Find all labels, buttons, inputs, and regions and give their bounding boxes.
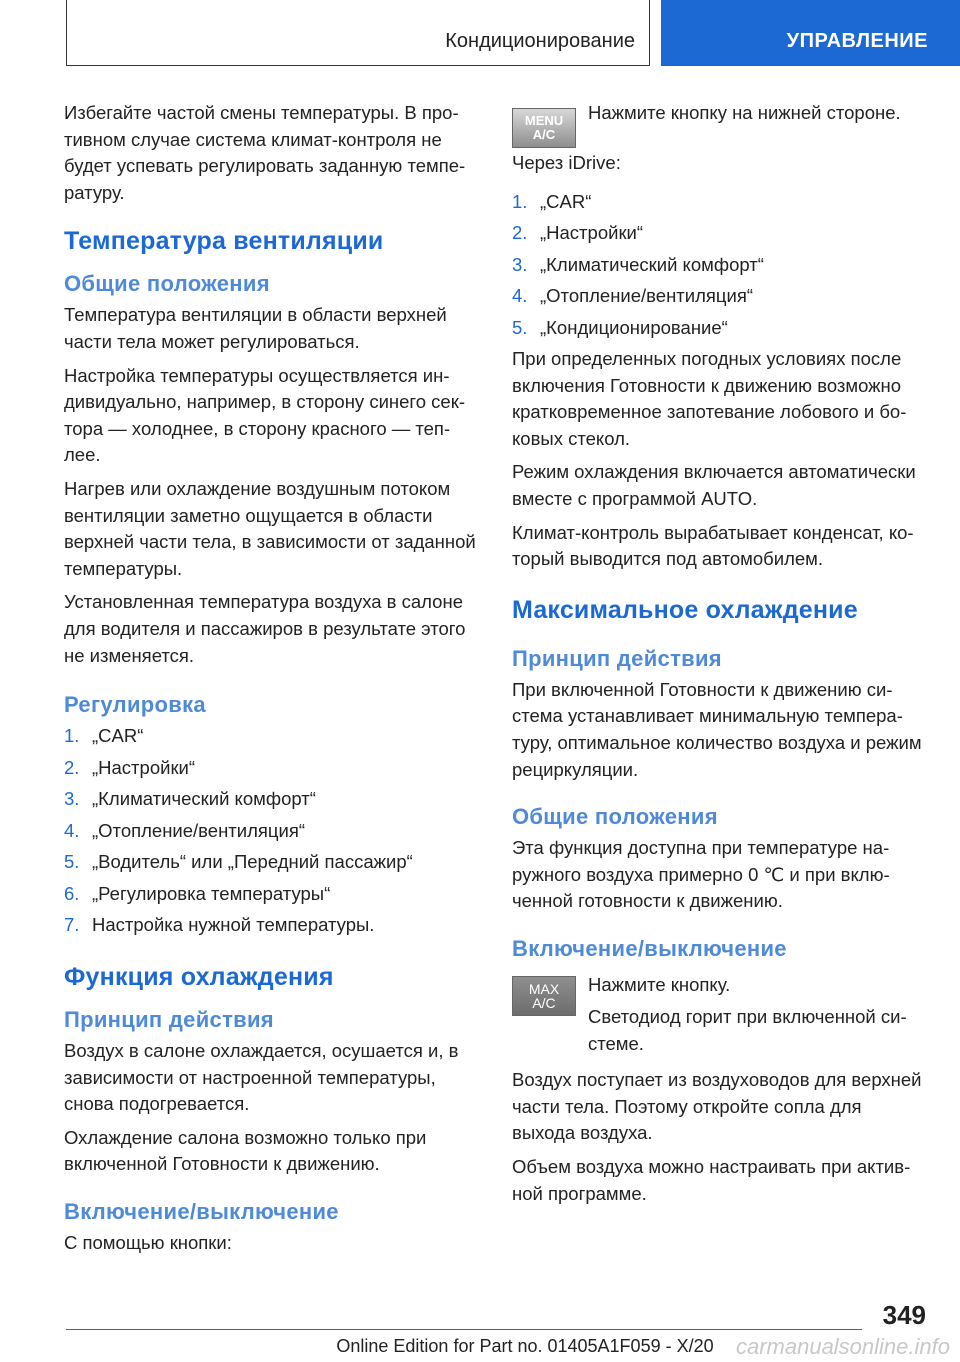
list-item xyxy=(512,252,928,278)
condensate-paragraph: Климат-контроль вырабатывает конденсат, который выводится под автомобилем. xyxy=(512,521,914,570)
list-item xyxy=(64,818,480,844)
menu-ac-label-top: MENU xyxy=(524,113,564,128)
chapter-title: УПРАВЛЕНИЕ xyxy=(786,30,928,52)
list-item xyxy=(64,755,480,781)
cooling-paragraph-2: Охлаждение салона возможно только при включенной Готовности к движению. xyxy=(64,1126,427,1175)
step-number: 1. xyxy=(512,190,528,212)
heading-vent-temperature: Температура вентиляции xyxy=(64,227,384,256)
step-number: 4. xyxy=(64,819,80,841)
list-item xyxy=(512,220,928,246)
max-ac-label-bottom: A/C xyxy=(532,995,556,1011)
menu-ac-button-icon xyxy=(512,108,576,148)
heading-max-cooling: Максимальное охлаждение xyxy=(512,595,858,624)
right-column xyxy=(512,100,928,1214)
list-item xyxy=(64,912,480,938)
step-number: 3. xyxy=(64,788,80,810)
max-paragraph-1: При включенной Готовности к движению система устанавливает минимальную температуру, оптимальное количество воздуха и режим рециркуляции. xyxy=(512,678,922,780)
step-number: 5. xyxy=(64,851,80,873)
vent-paragraph-2: Настройка температуры осуществляется индивидуально, например, в сторону синего сектора — холоднее, в сторону красного — теплее. xyxy=(64,364,465,466)
intro-paragraph: Избегайте частой смены температуры. В противном случае система климат-контроля не будет успевать регулировать заданную температуру. xyxy=(64,102,466,203)
subheading-principle: Принцип действия xyxy=(512,645,722,671)
heading-cooling: Функция охлаждения xyxy=(64,963,334,992)
subheading-adjust: Регулировка xyxy=(64,692,206,718)
step-number: 6. xyxy=(64,882,80,904)
subheading-principle: Принцип действия xyxy=(64,1007,274,1033)
step-text: „Климатический комфорт“ xyxy=(92,788,316,810)
watermark: carmanualsonline.info xyxy=(735,1334,950,1359)
weather-paragraph: При определенных погодных условиях после включения Готовности к движению возможно кратковременное запотевание лобового и боковых стекол. xyxy=(512,348,907,449)
subheading-on-off: Включение/выключение xyxy=(64,1199,339,1225)
led-on-label: Светодиод горит при включенной системе. xyxy=(588,1006,907,1054)
auto-paragraph: Режим охлаждения включается автоматически вместе с программой AUTO. xyxy=(512,461,916,510)
left-column xyxy=(64,100,480,1264)
step-number: 4. xyxy=(512,285,528,307)
press-button-text: Нажмите кнопку. xyxy=(588,974,731,995)
step-text: „CAR“ xyxy=(540,190,592,212)
volume-paragraph: Объем воздуха можно настраивать при активной программе. xyxy=(512,1155,911,1204)
step-text: „Настройки“ xyxy=(540,222,644,244)
max-ac-label-top: MAX xyxy=(528,981,560,997)
step-text: „Регулировка температуры“ xyxy=(92,882,331,904)
list-item xyxy=(64,723,480,749)
list-item xyxy=(512,283,928,309)
cooling-paragraph-1: Воздух в салоне охлаждается, осушается и, в зависимости от настроенной температуры, снова подогревается. xyxy=(64,1040,459,1115)
vent-paragraph-1: Температура вентиляции в области верхней части тела может регулироваться. xyxy=(64,304,447,352)
page-number: 349 xyxy=(882,1300,926,1330)
edition-text: Online Edition for Part no. 01405A1F059 - X/20 xyxy=(336,1336,714,1356)
subheading-general: Общие положения xyxy=(512,804,718,830)
section-title: Кондиционирование xyxy=(445,30,635,52)
step-number: 3. xyxy=(512,253,528,275)
menu-ac-row xyxy=(512,100,928,150)
chapter-band xyxy=(661,0,960,66)
step-number: 1. xyxy=(64,725,80,747)
step-text: „Кондиционирование“ xyxy=(540,316,728,338)
step-text: „Климатический комфорт“ xyxy=(540,253,764,275)
footer-divider xyxy=(66,1329,862,1330)
step-number: 2. xyxy=(64,756,80,778)
step-text: Настройка нужной температуры. xyxy=(92,914,375,936)
step-text: „Водитель“ или „Передний пассажир“ xyxy=(92,851,413,873)
step-text: „Настройки“ xyxy=(92,756,196,778)
list-item xyxy=(64,849,480,875)
step-text: „Отопление/вентиляция“ xyxy=(92,819,306,841)
max-paragraph-2: Эта функция доступна при температуре наружного воздуха примерно 0 ℃ и при включенной готовности к движению. xyxy=(512,837,890,912)
max-ac-row xyxy=(512,972,928,1034)
vent-paragraph-4: Установленная температура воздуха в салоне для водителя и пассажиров в результате этого не изменяется. xyxy=(64,591,466,666)
header-section-tab xyxy=(66,0,650,66)
vent-paragraph-3: Нагрев или охлаждение воздушным потоком вентиляции заметно ощущается в области верхней части тела, в зависимости от заданной температуры. xyxy=(64,477,476,579)
step-number: 7. xyxy=(64,914,80,936)
step-number: 5. xyxy=(512,316,528,338)
idrive-steps-list xyxy=(512,189,928,341)
list-item xyxy=(64,786,480,812)
list-item xyxy=(512,315,928,341)
subheading-on-off: Включение/выключение xyxy=(512,936,787,961)
max-ac-button-icon xyxy=(512,976,576,1016)
subheading-general: Общие положения xyxy=(64,271,270,297)
step-text: „Отопление/вентиляция“ xyxy=(540,285,754,307)
step-text: „CAR“ xyxy=(92,725,144,747)
adjust-steps-list xyxy=(64,723,480,938)
button-paragraph: С помощью кнопки: xyxy=(64,1232,232,1254)
menu-ac-label-bottom: A/C xyxy=(532,127,556,142)
list-item xyxy=(512,189,928,215)
air-paragraph: Воздух поступает из воздуховодов для верхней части тела. Поэтому откройте сопла для выхода воздуха. xyxy=(512,1069,922,1144)
step-number: 2. xyxy=(512,222,528,244)
list-item xyxy=(64,881,480,907)
via-idrive-text: Через iDrive: xyxy=(512,152,621,173)
press-bottom-text: Нажмите кнопку на нижней стороне. xyxy=(588,102,901,123)
